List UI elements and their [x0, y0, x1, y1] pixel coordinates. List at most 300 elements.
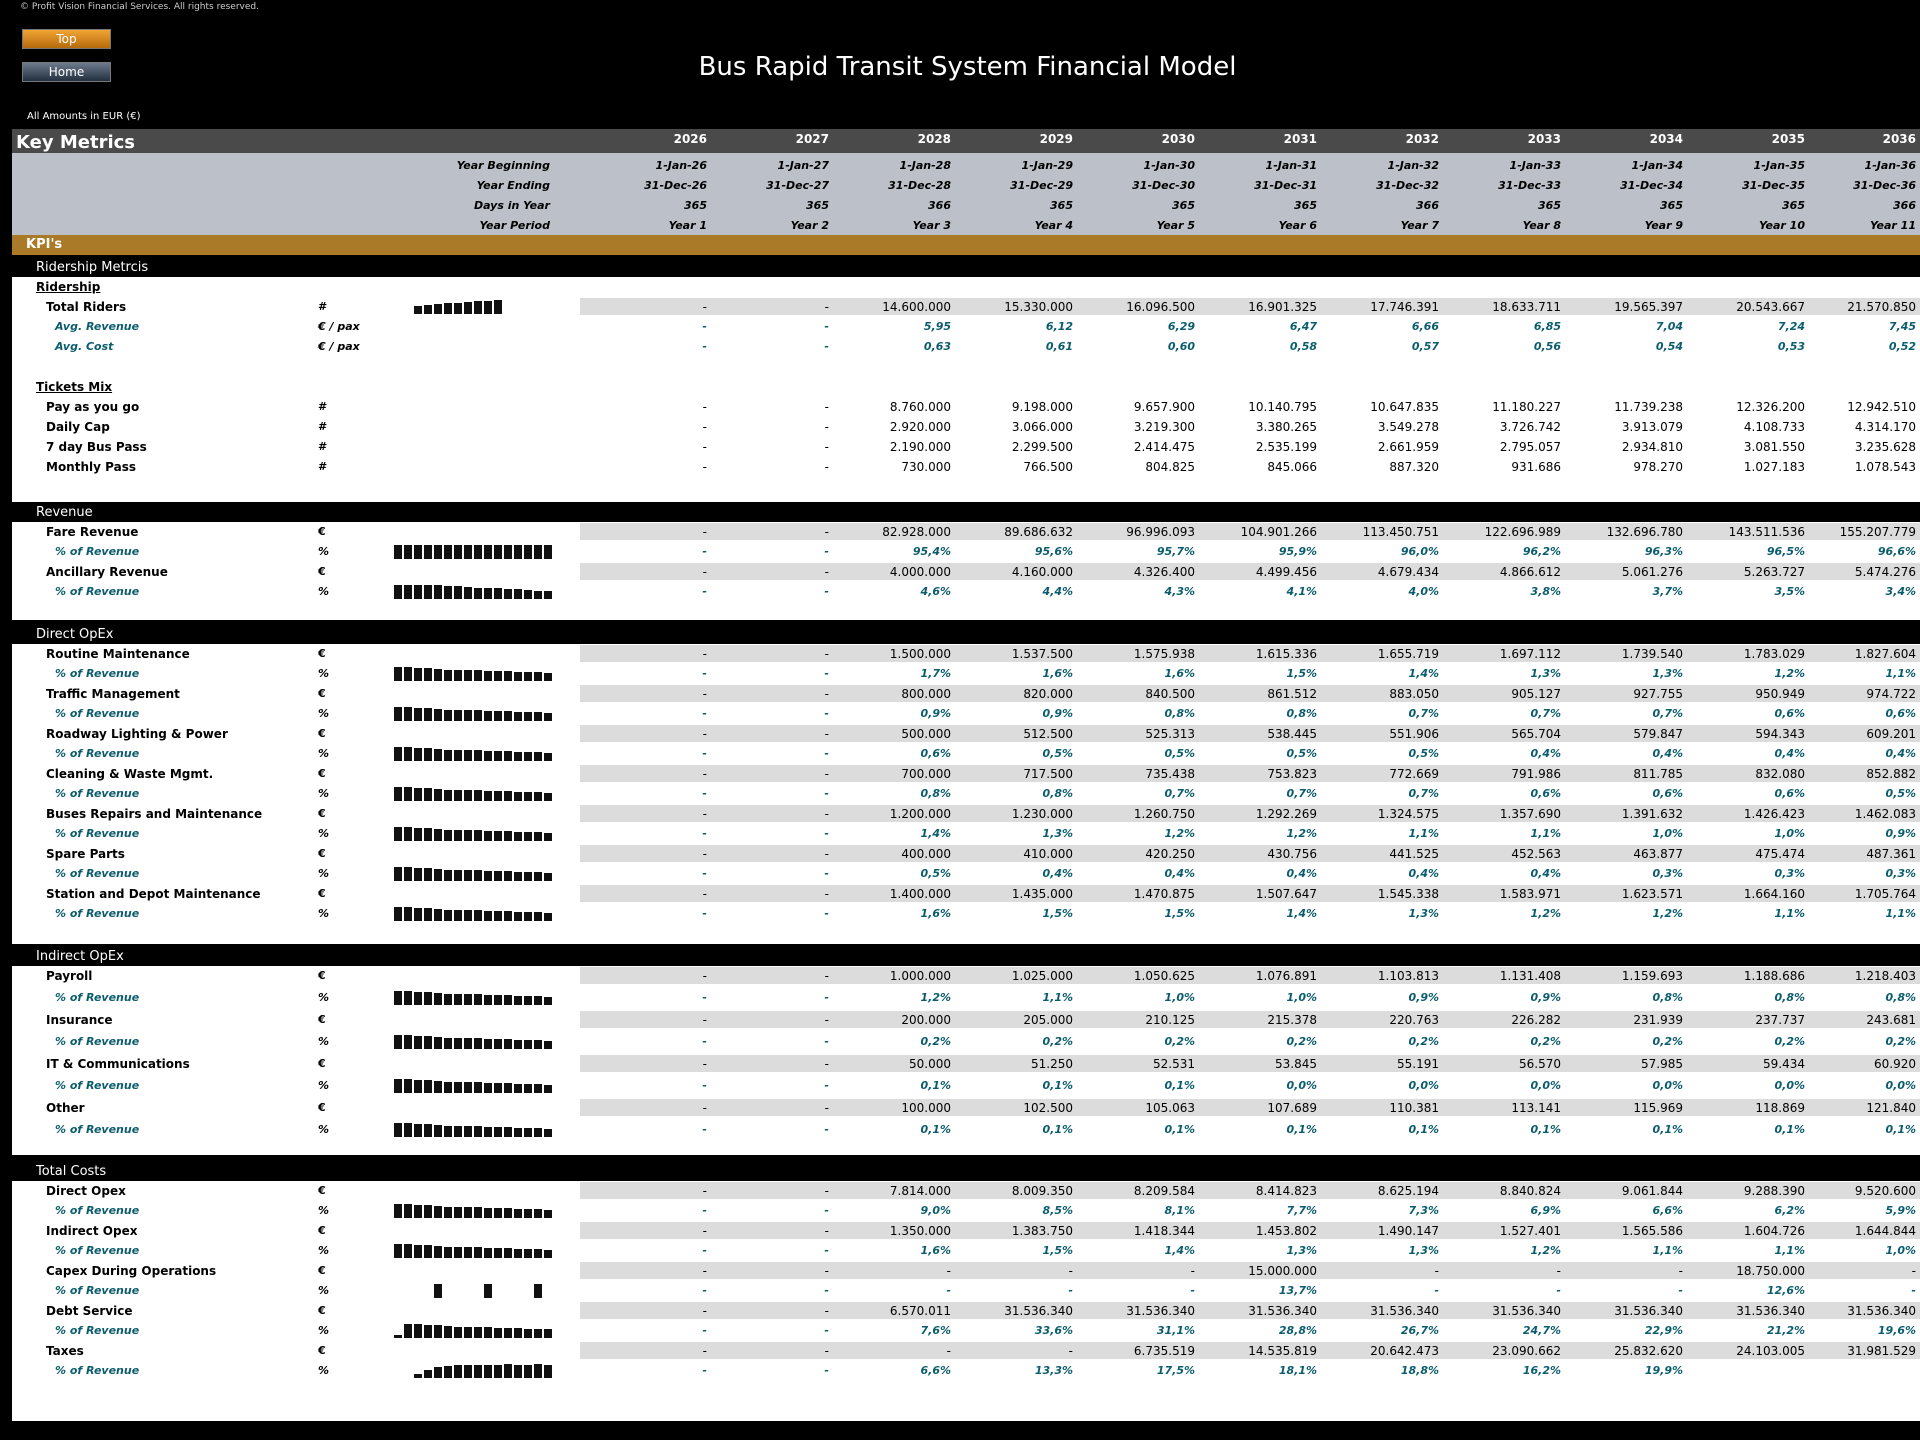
value-cell[interactable]: -	[702, 1364, 707, 1377]
value-cell[interactable]: -	[824, 585, 829, 598]
value-cell[interactable]: -	[1911, 1284, 1916, 1297]
value-cell[interactable]: 0,0%	[1286, 1079, 1317, 1092]
value-cell[interactable]: 840.500	[1145, 687, 1195, 701]
value-cell[interactable]: 4.499.456	[1255, 565, 1317, 579]
value-cell[interactable]: 0,3%	[1774, 867, 1805, 880]
value-cell[interactable]: 1,5%	[1042, 1244, 1073, 1257]
value-cell[interactable]: 1,2%	[1774, 667, 1805, 680]
value-cell[interactable]: 579.847	[1633, 727, 1683, 741]
value-cell[interactable]: 31.536.340	[1736, 1304, 1805, 1318]
value-cell[interactable]: 23.090.662	[1492, 1344, 1561, 1358]
value-cell[interactable]: 110.381	[1389, 1101, 1439, 1115]
value-cell[interactable]: 766.500	[1023, 460, 1073, 474]
value-cell[interactable]: 717.500	[1023, 767, 1073, 781]
value-cell[interactable]: 8,1%	[1164, 1204, 1195, 1217]
value-cell[interactable]: 800.000	[901, 687, 951, 701]
value-cell[interactable]: 2.934.810	[1621, 440, 1683, 454]
value-cell[interactable]: -	[702, 847, 707, 861]
value-cell[interactable]: 1,2%	[1530, 1244, 1561, 1257]
value-cell[interactable]: 82.928.000	[882, 525, 951, 539]
value-cell[interactable]: -	[824, 1324, 829, 1337]
value-cell[interactable]: 100.000	[901, 1101, 951, 1115]
value-cell[interactable]: 6,47	[1289, 320, 1317, 333]
value-cell[interactable]: -	[702, 420, 707, 434]
value-cell[interactable]: 0,2%	[1286, 1035, 1317, 1048]
value-cell[interactable]: -	[824, 1013, 829, 1027]
value-cell[interactable]: -	[824, 687, 829, 701]
value-cell[interactable]: -	[824, 867, 829, 880]
value-cell[interactable]: 56.570	[1519, 1057, 1561, 1071]
value-cell[interactable]: 9.198.000	[1011, 400, 1073, 414]
value-cell[interactable]: 1,5%	[1164, 907, 1195, 920]
value-cell[interactable]: 883.050	[1389, 687, 1439, 701]
value-cell[interactable]: 1.027.183	[1743, 460, 1805, 474]
value-cell[interactable]: 53.845	[1275, 1057, 1317, 1071]
value-cell[interactable]: 0,3%	[1652, 867, 1683, 880]
value-cell[interactable]: -	[824, 1184, 829, 1198]
value-cell[interactable]: 1.076.891	[1255, 969, 1317, 983]
value-cell[interactable]: 1.739.540	[1621, 647, 1683, 661]
value-cell[interactable]: 0,9%	[920, 707, 951, 720]
value-cell[interactable]: 7,3%	[1408, 1204, 1439, 1217]
value-cell[interactable]: 24,7%	[1522, 1324, 1561, 1337]
value-cell[interactable]: 978.270	[1633, 460, 1683, 474]
value-cell[interactable]: -	[1556, 1264, 1561, 1278]
value-cell[interactable]: 441.525	[1389, 847, 1439, 861]
value-cell[interactable]: 1,4%	[1286, 907, 1317, 920]
value-cell[interactable]: 8.840.824	[1499, 1184, 1561, 1198]
value-cell[interactable]: 13,3%	[1034, 1364, 1073, 1377]
value-cell[interactable]: 9.657.900	[1133, 400, 1195, 414]
value-cell[interactable]: 1,1%	[1774, 1244, 1805, 1257]
value-cell[interactable]: 1,0%	[1164, 991, 1195, 1004]
value-cell[interactable]: 6,66	[1411, 320, 1439, 333]
value-cell[interactable]: 18,1%	[1278, 1364, 1317, 1377]
value-cell[interactable]: 115.969	[1633, 1101, 1683, 1115]
value-cell[interactable]: 11.180.227	[1492, 400, 1561, 414]
value-cell[interactable]: 1.507.647	[1255, 887, 1317, 901]
value-cell[interactable]: 96,6%	[1877, 545, 1916, 558]
value-cell[interactable]: 14.600.000	[882, 300, 951, 314]
value-cell[interactable]: 28,8%	[1278, 1324, 1317, 1337]
value-cell[interactable]: -	[1556, 1284, 1561, 1297]
value-cell[interactable]: 0,0%	[1408, 1079, 1439, 1092]
value-cell[interactable]: 1,3%	[1286, 1244, 1317, 1257]
value-cell[interactable]: 113.141	[1511, 1101, 1561, 1115]
value-cell[interactable]: 905.127	[1511, 687, 1561, 701]
value-cell[interactable]: 0,9%	[1042, 707, 1073, 720]
value-cell[interactable]: 0,4%	[1530, 747, 1561, 760]
value-cell[interactable]: -	[702, 767, 707, 781]
value-cell[interactable]: -	[824, 907, 829, 920]
value-cell[interactable]: 1,0%	[1652, 827, 1683, 840]
value-cell[interactable]: 1,4%	[1408, 667, 1439, 680]
value-cell[interactable]: 2.920.000	[889, 420, 951, 434]
value-cell[interactable]: 10.647.835	[1370, 400, 1439, 414]
value-cell[interactable]: -	[702, 991, 707, 1004]
value-cell[interactable]: 16.096.500	[1126, 300, 1195, 314]
value-cell[interactable]: -	[824, 400, 829, 414]
value-cell[interactable]: -	[702, 647, 707, 661]
value-cell[interactable]: 0,5%	[1042, 747, 1073, 760]
value-cell[interactable]: 1.292.269	[1255, 807, 1317, 821]
value-cell[interactable]: 19,6%	[1877, 1324, 1916, 1337]
value-cell[interactable]: -	[1434, 1284, 1439, 1297]
value-cell[interactable]: 1,3%	[1042, 827, 1073, 840]
value-cell[interactable]: -	[702, 565, 707, 579]
value-cell[interactable]: 0,1%	[1042, 1123, 1073, 1136]
value-cell[interactable]: 0,60	[1167, 340, 1195, 353]
value-cell[interactable]: 50.000	[909, 1057, 951, 1071]
value-cell[interactable]: -	[702, 827, 707, 840]
value-cell[interactable]: -	[824, 440, 829, 454]
value-cell[interactable]: 12.942.510	[1847, 400, 1916, 414]
value-cell[interactable]: 1.260.750	[1133, 807, 1195, 821]
value-cell[interactable]: -	[1068, 1264, 1073, 1278]
value-cell[interactable]: 565.704	[1511, 727, 1561, 741]
value-cell[interactable]: 730.000	[901, 460, 951, 474]
value-cell[interactable]: 0,1%	[1408, 1123, 1439, 1136]
value-cell[interactable]: 1.470.875	[1133, 887, 1195, 901]
value-cell[interactable]: 1,0%	[1885, 1244, 1916, 1257]
value-cell[interactable]: -	[1190, 1284, 1195, 1297]
value-cell[interactable]: 0,9%	[1408, 991, 1439, 1004]
value-cell[interactable]: -	[702, 460, 707, 474]
value-cell[interactable]: 113.450.751	[1362, 525, 1439, 539]
value-cell[interactable]: 1.200.000	[889, 807, 951, 821]
value-cell[interactable]: 0,4%	[1042, 867, 1073, 880]
value-cell[interactable]: 1,2%	[1530, 907, 1561, 920]
value-cell[interactable]: 0,5%	[1164, 747, 1195, 760]
value-cell[interactable]: -	[824, 1123, 829, 1136]
value-cell[interactable]: 4,1%	[1286, 585, 1317, 598]
value-cell[interactable]: 1,1%	[1885, 667, 1916, 680]
value-cell[interactable]: 1,6%	[920, 907, 951, 920]
value-cell[interactable]: 7,6%	[920, 1324, 951, 1337]
value-cell[interactable]: 753.823	[1267, 767, 1317, 781]
value-cell[interactable]: 0,4%	[1774, 747, 1805, 760]
value-cell[interactable]: 4.160.000	[1011, 565, 1073, 579]
value-cell[interactable]: 9.061.844	[1621, 1184, 1683, 1198]
value-cell[interactable]: -	[1678, 1284, 1683, 1297]
value-cell[interactable]: -	[824, 340, 829, 353]
value-cell[interactable]: 1.025.000	[1011, 969, 1073, 983]
value-cell[interactable]: 14.535.819	[1248, 1344, 1317, 1358]
value-cell[interactable]: 9.520.600	[1854, 1184, 1916, 1198]
value-cell[interactable]: -	[824, 1224, 829, 1238]
value-cell[interactable]: 60.920	[1874, 1057, 1916, 1071]
value-cell[interactable]: 1.565.586	[1621, 1224, 1683, 1238]
value-cell[interactable]: 55.191	[1397, 1057, 1439, 1071]
value-cell[interactable]: 1.583.971	[1499, 887, 1561, 901]
value-cell[interactable]: 820.000	[1023, 687, 1073, 701]
value-cell[interactable]: 463.877	[1633, 847, 1683, 861]
value-cell[interactable]: -	[1911, 1264, 1916, 1278]
value-cell[interactable]: 1.655.719	[1377, 647, 1439, 661]
value-cell[interactable]: 226.282	[1511, 1013, 1561, 1027]
value-cell[interactable]: 1.615.336	[1255, 647, 1317, 661]
value-cell[interactable]: 1,4%	[1164, 1244, 1195, 1257]
value-cell[interactable]: 0,0%	[1530, 1079, 1561, 1092]
value-cell[interactable]: 0,8%	[920, 787, 951, 800]
value-cell[interactable]: 1.400.000	[889, 887, 951, 901]
value-cell[interactable]: 2.535.199	[1255, 440, 1317, 454]
value-cell[interactable]: 0,1%	[1286, 1123, 1317, 1136]
value-cell[interactable]: -	[702, 320, 707, 333]
value-cell[interactable]: 121.840	[1866, 1101, 1916, 1115]
value-cell[interactable]: -	[702, 1244, 707, 1257]
value-cell[interactable]: 1.000.000	[889, 969, 951, 983]
value-cell[interactable]: 19,9%	[1644, 1364, 1683, 1377]
value-cell[interactable]: -	[824, 991, 829, 1004]
value-cell[interactable]: 0,1%	[1164, 1079, 1195, 1092]
value-cell[interactable]: 1.545.338	[1377, 887, 1439, 901]
value-cell[interactable]: -	[702, 1079, 707, 1092]
value-cell[interactable]: 21,2%	[1766, 1324, 1805, 1337]
value-cell[interactable]: 1,3%	[1652, 667, 1683, 680]
value-cell[interactable]: 11.739.238	[1614, 400, 1683, 414]
value-cell[interactable]: 2.190.000	[889, 440, 951, 454]
value-cell[interactable]: 31,1%	[1156, 1324, 1195, 1337]
value-cell[interactable]: 96,3%	[1644, 545, 1683, 558]
value-cell[interactable]: 0,6%	[1530, 787, 1561, 800]
value-cell[interactable]: 500.000	[901, 727, 951, 741]
value-cell[interactable]: -	[702, 867, 707, 880]
value-cell[interactable]: 0,8%	[1286, 707, 1317, 720]
value-cell[interactable]: 6,29	[1167, 320, 1195, 333]
value-cell[interactable]: 1.604.726	[1743, 1224, 1805, 1238]
value-cell[interactable]: 1.500.000	[889, 647, 951, 661]
value-cell[interactable]: 6,6%	[920, 1364, 951, 1377]
value-cell[interactable]: 12,6%	[1766, 1284, 1805, 1297]
value-cell[interactable]: 107.689	[1267, 1101, 1317, 1115]
value-cell[interactable]: -	[824, 707, 829, 720]
value-cell[interactable]: -	[702, 887, 707, 901]
value-cell[interactable]: 1,6%	[920, 1244, 951, 1257]
value-cell[interactable]: 2.299.500	[1011, 440, 1073, 454]
value-cell[interactable]: 3.726.742	[1499, 420, 1561, 434]
value-cell[interactable]: 3,8%	[1530, 585, 1561, 598]
value-cell[interactable]: 0,2%	[1530, 1035, 1561, 1048]
value-cell[interactable]: 410.000	[1023, 847, 1073, 861]
value-cell[interactable]: 31.536.340	[1126, 1304, 1195, 1318]
value-cell[interactable]: 5.061.276	[1621, 565, 1683, 579]
value-cell[interactable]: -	[702, 687, 707, 701]
value-cell[interactable]: 3,7%	[1652, 585, 1683, 598]
value-cell[interactable]: 57.985	[1641, 1057, 1683, 1071]
value-cell[interactable]: -	[946, 1264, 951, 1278]
value-cell[interactable]: -	[702, 707, 707, 720]
value-cell[interactable]: 0,0%	[1774, 1079, 1805, 1092]
value-cell[interactable]: 4,4%	[1042, 585, 1073, 598]
value-cell[interactable]: 0,2%	[1885, 1035, 1916, 1048]
value-cell[interactable]: 0,2%	[920, 1035, 951, 1048]
value-cell[interactable]: -	[702, 585, 707, 598]
value-cell[interactable]: 33,6%	[1034, 1324, 1073, 1337]
value-cell[interactable]: -	[824, 787, 829, 800]
value-cell[interactable]: 1.103.813	[1377, 969, 1439, 983]
value-cell[interactable]: -	[824, 320, 829, 333]
value-cell[interactable]: -	[824, 420, 829, 434]
value-cell[interactable]: 0,58	[1289, 340, 1317, 353]
value-cell[interactable]: 0,6%	[1652, 787, 1683, 800]
value-cell[interactable]: 1.575.938	[1133, 647, 1195, 661]
value-cell[interactable]: 1.078.543	[1854, 460, 1916, 474]
value-cell[interactable]: 13,7%	[1278, 1284, 1317, 1297]
value-cell[interactable]: 4.679.434	[1377, 565, 1439, 579]
value-cell[interactable]: 7,45	[1888, 320, 1916, 333]
value-cell[interactable]: 12.326.200	[1736, 400, 1805, 414]
value-cell[interactable]: -	[824, 1079, 829, 1092]
value-cell[interactable]: 551.906	[1389, 727, 1439, 741]
value-cell[interactable]: 7,24	[1777, 320, 1805, 333]
value-cell[interactable]: 0,1%	[1530, 1123, 1561, 1136]
value-cell[interactable]: 832.080	[1755, 767, 1805, 781]
value-cell[interactable]: 0,5%	[1286, 747, 1317, 760]
value-cell[interactable]: 1,5%	[1286, 667, 1317, 680]
value-cell[interactable]: -	[702, 787, 707, 800]
value-cell[interactable]: 8.414.823	[1255, 1184, 1317, 1198]
value-cell[interactable]: 26,7%	[1400, 1324, 1439, 1337]
value-cell[interactable]: 525.313	[1145, 727, 1195, 741]
value-cell[interactable]: 400.000	[901, 847, 951, 861]
value-cell[interactable]: 104.901.266	[1240, 525, 1317, 539]
value-cell[interactable]: 20.642.473	[1370, 1344, 1439, 1358]
value-cell[interactable]: 5,9%	[1885, 1204, 1916, 1217]
value-cell[interactable]: 1.218.403	[1854, 969, 1916, 983]
value-cell[interactable]: 0,2%	[1042, 1035, 1073, 1048]
value-cell[interactable]: 18.750.000	[1736, 1264, 1805, 1278]
value-cell[interactable]: -	[702, 440, 707, 454]
value-cell[interactable]: -	[702, 1013, 707, 1027]
value-cell[interactable]: 1.783.029	[1743, 647, 1805, 661]
value-cell[interactable]: 804.825	[1145, 460, 1195, 474]
value-cell[interactable]: -	[824, 747, 829, 760]
value-cell[interactable]: 215.378	[1267, 1013, 1317, 1027]
value-cell[interactable]: 512.500	[1023, 727, 1073, 741]
value-cell[interactable]: -	[824, 1264, 829, 1278]
value-cell[interactable]: 1.418.344	[1133, 1224, 1195, 1238]
value-cell[interactable]: 1,1%	[1530, 827, 1561, 840]
value-cell[interactable]: 1,2%	[1652, 907, 1683, 920]
value-cell[interactable]: 594.343	[1755, 727, 1805, 741]
value-cell[interactable]: 1.357.690	[1499, 807, 1561, 821]
value-cell[interactable]: 0,7%	[1286, 787, 1317, 800]
value-cell[interactable]: 96,2%	[1522, 545, 1561, 558]
value-cell[interactable]: -	[824, 1101, 829, 1115]
value-cell[interactable]: 0,1%	[1652, 1123, 1683, 1136]
value-cell[interactable]: 1.623.571	[1621, 887, 1683, 901]
value-cell[interactable]: 845.066	[1267, 460, 1317, 474]
value-cell[interactable]: 0,0%	[1885, 1079, 1916, 1092]
value-cell[interactable]: 5.263.727	[1743, 565, 1805, 579]
value-cell[interactable]: 18,8%	[1400, 1364, 1439, 1377]
value-cell[interactable]: -	[824, 565, 829, 579]
value-cell[interactable]: 0,4%	[1885, 747, 1916, 760]
value-cell[interactable]: 0,53	[1777, 340, 1805, 353]
value-cell[interactable]: 1.350.000	[889, 1224, 951, 1238]
value-cell[interactable]: 1.705.764	[1854, 887, 1916, 901]
value-cell[interactable]: -	[702, 1184, 707, 1198]
value-cell[interactable]: 974.722	[1866, 687, 1916, 701]
value-cell[interactable]: -	[1068, 1284, 1073, 1297]
value-cell[interactable]: 31.536.340	[1847, 1304, 1916, 1318]
value-cell[interactable]: 0,1%	[1774, 1123, 1805, 1136]
value-cell[interactable]: -	[824, 1035, 829, 1048]
value-cell[interactable]: 132.696.780	[1606, 525, 1683, 539]
value-cell[interactable]: 861.512	[1267, 687, 1317, 701]
value-cell[interactable]: -	[824, 807, 829, 821]
value-cell[interactable]: 0,8%	[1774, 991, 1805, 1004]
value-cell[interactable]: 2.414.475	[1133, 440, 1195, 454]
value-cell[interactable]: 609.201	[1866, 727, 1916, 741]
value-cell[interactable]: -	[824, 727, 829, 741]
value-cell[interactable]: 0,1%	[920, 1079, 951, 1092]
value-cell[interactable]: -	[824, 767, 829, 781]
value-cell[interactable]: 1,1%	[1774, 907, 1805, 920]
value-cell[interactable]: -	[1678, 1264, 1683, 1278]
value-cell[interactable]: -	[702, 400, 707, 414]
value-cell[interactable]: 89.686.632	[1004, 525, 1073, 539]
value-cell[interactable]: 31.536.340	[1614, 1304, 1683, 1318]
value-cell[interactable]: -	[702, 1204, 707, 1217]
value-cell[interactable]: 0,5%	[1885, 787, 1916, 800]
value-cell[interactable]: 4.108.733	[1743, 420, 1805, 434]
value-cell[interactable]: 430.756	[1267, 847, 1317, 861]
value-cell[interactable]: 8.209.584	[1133, 1184, 1195, 1198]
value-cell[interactable]: -	[946, 1284, 951, 1297]
value-cell[interactable]: 1,6%	[1164, 667, 1195, 680]
value-cell[interactable]: 1,1%	[1408, 827, 1439, 840]
value-cell[interactable]: 0,4%	[1408, 867, 1439, 880]
value-cell[interactable]: 1,2%	[1164, 827, 1195, 840]
value-cell[interactable]: 0,1%	[920, 1123, 951, 1136]
value-cell[interactable]: 1,0%	[1286, 991, 1317, 1004]
value-cell[interactable]: 96,5%	[1766, 545, 1805, 558]
value-cell[interactable]: 487.361	[1866, 847, 1916, 861]
value-cell[interactable]: -	[702, 1344, 707, 1358]
value-cell[interactable]: 1,3%	[1408, 1244, 1439, 1257]
value-cell[interactable]: 31.536.340	[1370, 1304, 1439, 1318]
value-cell[interactable]: 3,4%	[1885, 585, 1916, 598]
value-cell[interactable]: 1.391.632	[1621, 807, 1683, 821]
value-cell[interactable]: 1.324.575	[1377, 807, 1439, 821]
value-cell[interactable]: 1.159.693	[1621, 969, 1683, 983]
value-cell[interactable]: 4,6%	[920, 585, 951, 598]
value-cell[interactable]: 0,8%	[1164, 707, 1195, 720]
value-cell[interactable]: 1,7%	[920, 667, 951, 680]
value-cell[interactable]: 6,2%	[1774, 1204, 1805, 1217]
value-cell[interactable]: 8.760.000	[889, 400, 951, 414]
value-cell[interactable]: 4.000.000	[889, 565, 951, 579]
value-cell[interactable]: 4,0%	[1408, 585, 1439, 598]
value-cell[interactable]: -	[824, 545, 829, 558]
value-cell[interactable]: 18.633.711	[1492, 300, 1561, 314]
value-cell[interactable]: 0,6%	[1885, 707, 1916, 720]
value-cell[interactable]: 95,6%	[1034, 545, 1073, 558]
value-cell[interactable]: 7,7%	[1286, 1204, 1317, 1217]
value-cell[interactable]: -	[702, 1324, 707, 1337]
value-cell[interactable]: 122.696.989	[1484, 525, 1561, 539]
value-cell[interactable]: 51.250	[1031, 1057, 1073, 1071]
value-cell[interactable]: 1.131.408	[1499, 969, 1561, 983]
value-cell[interactable]: 105.063	[1145, 1101, 1195, 1115]
value-cell[interactable]: 31.536.340	[1004, 1304, 1073, 1318]
value-cell[interactable]: 143.511.536	[1728, 525, 1805, 539]
value-cell[interactable]: 1.188.686	[1743, 969, 1805, 983]
value-cell[interactable]: 950.949	[1755, 687, 1805, 701]
value-cell[interactable]: 0,3%	[1885, 867, 1916, 880]
